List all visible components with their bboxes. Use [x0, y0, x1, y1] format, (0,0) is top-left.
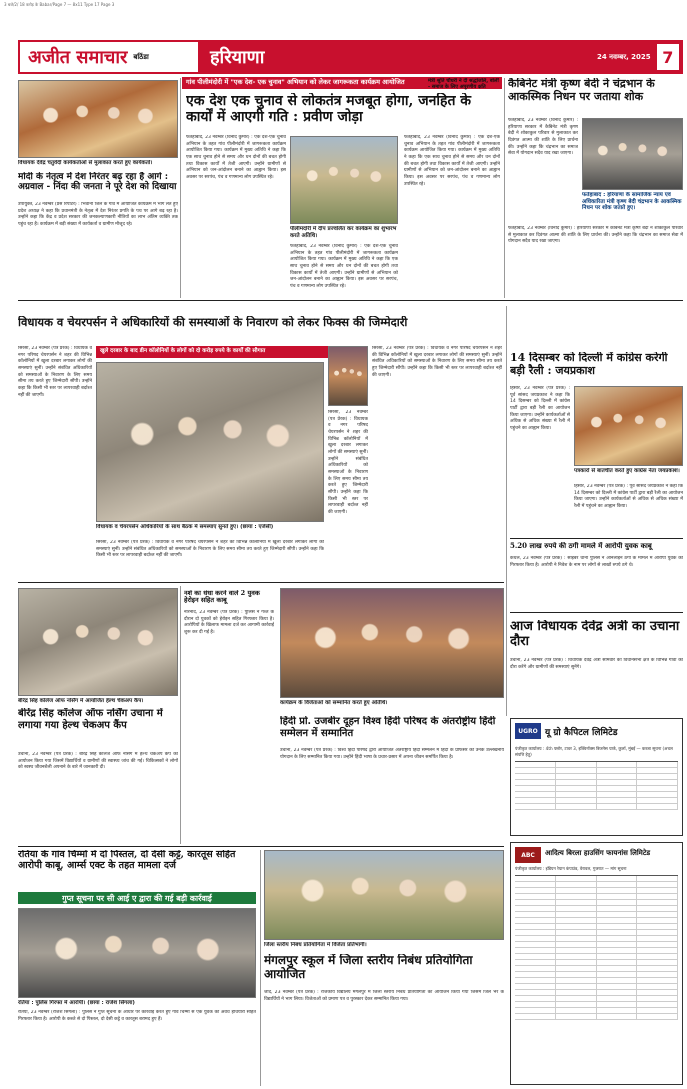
news-photo [582, 118, 683, 190]
lead-body-col2: फतेहाबाद, 23 नवम्बर (विनोद कुमार) : एक देश-एक चुनाव अभियान के तहत गांव पीलीमंदोरी में जागरूकता कार्यक्रम आयोजित किया गया। कार्यक्रम में मुख्य अतिथि ने कहा कि एक साथ चुनाव होने से समय और धन दोनों की बचत होगी तथा विकास कार्यों में तेजी आएगी। उन्होंने ग्रामीणों से अभियान को जन-आंदोलन बनाने का आह्वान किया। इस अवसर पर सरपंच, पंच व गणमान्य लोग उपस्थित रहे। [404, 135, 500, 187]
side-kicker: मंत्री श्रुति चौधरी ने दी श्रद्धांजलि, बोलीं - समाज के लिए अपूरणीय क्षति [428, 78, 499, 90]
article-body: नारनौंद, 23 नवम्बर (पत्र प्रेरक) : पुलिस ने गश्त के दौरान दो युवकों को हेरोइन सहित गिरफ्तार किया है। आरोपियों के खिलाफ मामला दर्ज कर आगामी कार्रवाई शुरू कर दी गई है। [184, 610, 274, 635]
ad-table [515, 875, 678, 1020]
article-body-cont: सिरसा, 23 नवम्बर (पत्र प्रेरक) : विधायक व नगर परिषद चेयरपर्सन ने शहर की विभिन्न कॉलोनियों में खुला दरबार लगाकर लोगों की समस्याएं सुनीं। उन्होंने संबंधित अधिकारियों को समस्याओं के निवारण के लिए समय सीमा तय करते हुए जिम्मेदारी सौंपी। उन्होंने कहा कि किसी भी स्तर पर लापरवाही बर्दाश्त नहीं की जाएगी। [96, 540, 324, 559]
article-body-col: सिरसा, 23 नवम्बर (पत्र प्रेरक) : विधायक व नगर परिषद चेयरपर्सन ने शहर की विभिन्न कॉलोनियों में खुला दरबार लगाकर लोगों की समस्याएं सुनीं। उन्होंने संबंधित अधिकारियों को समस्याओं के निवारण के लिए समय सीमा तय करते हुए जिम्मेदारी सौंपी। उन्होंने कहा कि किसी भी स्तर पर लापरवाही बर्दाश्त नहीं की जाएगी। [372, 346, 502, 378]
sub-kicker: खुले दरबार के बाद डीन कॉलोनियों के लोगों को दो करोड़ रुपये के कार्यों की सौगात [96, 346, 366, 358]
ad-subtitle: पंजीकृत कार्यालय : इंडियन रेयान कंपाउंड, वेरावल, गुजरात — मांग सूचना [515, 866, 627, 871]
paper-name: अजीत समाचार [28, 47, 128, 68]
photo-caption: कार्यक्रम के विजेताओं को सम्मानित करते हुए अतिथि। [280, 700, 388, 706]
news-photo-small [328, 346, 368, 406]
headline: हिंदी प्रो. उजबीर दूहन विश्व हिंदी परिषद के अंतर्राष्ट्रीय हिंदी सम्मेलन में सम्मानित [280, 716, 496, 739]
ad-subtitle: पंजीकृत कार्यालय : 4th फ्लोर, टावर 3, इक्विनॉक्स बिजनेस पार्क, कुर्ला, मुंबई — कब्जा सूचना (अचल संपत्ति हेतु) [515, 746, 673, 757]
section-title: हरियाणा [210, 47, 265, 68]
article-body-cont: फतेहाबाद, 23 नवम्बर (विनोद कुमार) : हरियाणा सरकार में कैबिनेट मंत्री कृष्ण बेदी ने शोकाकुल परिवार से मुलाकात कर दिवंगत आत्मा की शांति के लिए प्रार्थना की। उन्होंने कहा कि चंद्रभान का समाज सेवा में योगदान सदैव याद रखा जाएगा। [508, 226, 683, 245]
news-photo [280, 588, 504, 698]
article-body: उचाना, 23 नवम्बर (पत्र प्रेरक) : विश्व हिंदी परिषद द्वारा आयोजित अंतर्राष्ट्रीय हिंदी सम्मेलन में हिंदी के प्रोफेसर को उनके उल्लेखनीय योगदान के लिए सम्मानित किया गया। उन्होंने हिंदी भाषा के प्रचार-प्रसार में अपना जीवन समर्पित किया है। [280, 748, 504, 760]
page-number: 7 [657, 44, 679, 70]
lead-headline: एक देश एक चुनाव से लोकतंत्र मजबूत होगा, जनहित के कार्यों में आएगी गति : प्रवीण जोड़ा [186, 93, 472, 126]
lead-photo-caption: पीलीमंदोरी में दीप प्रज्वलित कर कार्यक्रम का शुभारंभ करते अतिथि। [290, 226, 397, 239]
news-photo [264, 850, 504, 940]
ugro-logo: UGRO [515, 723, 541, 739]
photo-caption: रतिया : पुलिस गिरफ्त में आरोपी। (छाया : राजेश सिंगला) [18, 1000, 135, 1006]
news-photo [18, 588, 178, 696]
article-body: उचाना, 23 नवम्बर (पत्र प्रेरक) : बीरेंद्र सिंह कॉलेज ऑफ नर्सिंग में हेल्थ चेकअप कैंप का आयोजन किया गया जिसमें विद्यार्थियों व ग्रामीणों की स्वास्थ्य जांच की गई। चिकित्सकों ने लोगों को स्वस्थ जीवनशैली अपनाने के बारे में जानकारी दी। [18, 752, 178, 771]
column-divider [180, 78, 181, 298]
issue-date: 24 नवम्बर, 2025 [597, 52, 651, 61]
news-photo [18, 908, 256, 998]
column-divider [260, 850, 261, 1086]
article-body: सिरसा, 23 नवम्बर (पत्र प्रेरक) : विधायक व नगर परिषद चेयरपर्सन ने शहर की विभिन्न कॉलोनियों में खुला दरबार लगाकर लोगों की समस्याएं सुनीं। उन्होंने संबंधित अधिकारियों को समस्याओं के निवारण के लिए समय सीमा तय करते हुए जिम्मेदारी सौंपी। उन्होंने कहा कि किसी भी स्तर पर लापरवाही बर्दाश्त नहीं की जाएगी। [18, 346, 92, 398]
lead-kicker: गांव पीलीमंदोरी में "एक देश- एक चुनाव" अभियान को लेकर जागरूकता कार्यक्रम आयोजित [182, 77, 502, 89]
section-rule [18, 846, 504, 847]
ad-aditya-birla [510, 842, 683, 1085]
photo-caption: विधायक देवेंद्र चतुर्वेदी कार्यकर्ताओं से मुलाकात करते हुए कार्यकर्ता। [18, 160, 153, 166]
ad-title: आदित्य बिरला हाउसिंग फायनांस लिमिटेड [545, 849, 651, 857]
headline: विधायक व चेयरपर्सन ने अधिकारियों की समस्याओं के निवारण को लेकर फिक्स की जिम्मेदारी [18, 316, 408, 329]
highlight-banner: गुप्त सूचना पर सी आई ए द्वारा की गई बड़ी कार्रवाई [18, 892, 256, 904]
article-body: रतिया, 23 नवम्बर (राजेश सिंगला) : पुलिस ने गुप्त सूचना के आधार पर कार्रवाई करते हुए गांव चिम्मो से एक युवक को अवैध हथियारों सहित गिरफ्तार किया है। आरोपी के कब्जे से दो पिस्तल, दो देसी कट्टे व कारतूस बरामद हुए हैं। [18, 1010, 256, 1022]
headline: बीरेंद्र सिंह कॉलेज ऑफ नर्सिंग उचाना में लगाया गया हेल्थ चेकअप कैंप [18, 708, 163, 731]
print-slug: 3 बजे/2/ 18 करोड़ के Babar/Page 7 — 8x11 Type 17 Page 3 [4, 2, 115, 7]
headline: रतिया के गांव चिम्मो में दो पिस्तल, दो देसी कट्टे, कारतूस सहित आरोपी काबू, आर्म्स एक्ट के तहत मामला दर्ज [18, 850, 236, 871]
article-body: हिसार, 23 नवम्बर (पत्र प्रेरक) : पूर्व सांसद जयप्रकाश ने कहा कि 14 दिसम्बर को दिल्ली में कांग्रेस पार्टी द्वारा बड़ी रैली का आयोजन किया जाएगा। उन्होंने कार्यकर्ताओं से अधिक से अधिक संख्या में रैली में पहुंचने का आह्वान किया। [510, 386, 570, 431]
news-photo [18, 80, 178, 158]
masthead-brand [18, 40, 198, 74]
ad-table [515, 761, 678, 810]
masthead [18, 40, 683, 74]
article-body: फतेहाबाद, 23 नवम्बर (विनोद कुमार) : हरियाणा सरकार में कैबिनेट मंत्री कृष्ण बेदी ने शोकाकुल परिवार से मुलाकात कर दिवंगत आत्मा की शांति के लिए प्रार्थना की। उन्होंने कहा कि चंद्रभान का समाज सेवा में योगदान सदैव याद रखा जाएगा। [508, 118, 578, 157]
aditya-birla-logo: ABC [515, 847, 541, 863]
photo-caption: जिला स्तरीय निबंध प्रतियोगिता में विजेता प्रतिभागी। [264, 942, 367, 948]
lead-photo [290, 136, 398, 224]
article-body-cont: हिसार, 23 नवम्बर (पत्र प्रेरक) : पूर्व सांसद जयप्रकाश ने कहा कि 14 दिसम्बर को दिल्ली में कांग्रेस पार्टी द्वारा बड़ी रैली का आयोजन किया जाएगा। उन्होंने कार्यकर्ताओं से अधिक से अधिक संख्या में रैली में पहुंचने का आह्वान किया। [574, 484, 683, 509]
article-body: उपायुक्त, 23 नवम्बर (प्रेस रिपोर्टर) : भिवानी जिले के गांव में आयोजित कार्यक्रम में भाग लेते हुए प्रदेश अध्यक्ष ने कहा कि प्रधानमंत्री के नेतृत्व में देश निरंतर प्रगति के पथ पर आगे बढ़ रहा है। उन्होंने कहा कि केंद्र व प्रदेश सरकार की जनकल्याणकारी नीतियों का लाभ अंतिम व्यक्ति तक पहुंच रहा है। कार्यक्रम में बड़ी संख्या में कार्यकर्ता व ग्रामीण मौजूद रहे। [18, 202, 178, 227]
ad-ugro-capital [510, 718, 683, 836]
photo-caption: पत्रकारों से बातचीत करते हुए कांग्रेस नेता जयप्रकाश। [574, 468, 680, 474]
section-rule [510, 612, 683, 613]
headline: 5.20 लाख रुपये की ठगी मामले में आरोपी युवक काबू [510, 542, 652, 550]
headline: 14 दिसम्बर को दिल्ली में कांग्रेस करेगी बड़ी रैली : जयप्रकाश [510, 352, 668, 377]
column-divider [504, 78, 505, 298]
section-rule [18, 300, 683, 301]
headline: आज विधायक देवेंद्र अत्री का उचाना दौरा [510, 620, 680, 649]
headline: मोदी के नेतृत्व में देश निरंतर बढ़ रहा है आगे : अग्रवाल - निंदा की जनता ने पूरे देश को दिखाया [18, 172, 177, 193]
section-band [198, 40, 597, 74]
section-rule [510, 538, 683, 539]
news-photo [96, 362, 324, 522]
lead-body: फतेहाबाद, 23 नवम्बर (विनोद कुमार) : एक देश-एक चुनाव अभियान के तहत गांव पीलीमंदोरी में जागरूकता कार्यक्रम आयोजित किया गया। कार्यक्रम में मुख्य अतिथि ने कहा कि एक साथ चुनाव होने से समय और धन दोनों की बचत होगी तथा विकास कार्यों में तेजी आएगी। उन्होंने ग्रामीणों से अभियान को जन-आंदोलन बनाने का आह्वान किया। इस अवसर पर सरपंच, पंच व गणमान्य लोग उपस्थित रहे। [186, 135, 286, 180]
article-body-col: सिरसा, 23 नवम्बर (पत्र प्रेरक) : विधायक व नगर परिषद चेयरपर्सन ने शहर की विभिन्न कॉलोनियों में खुला दरबार लगाकर लोगों की समस्याएं सुनीं। उन्होंने संबंधित अधिकारियों को समस्याओं के निवारण के लिए समय सीमा तय करते हुए जिम्मेदारी सौंपी। उन्होंने कहा कि किसी भी स्तर पर लापरवाही बर्दाश्त नहीं की जाएगी। [328, 410, 368, 515]
article-body: कैथल, 23 नवम्बर (पत्र प्रेरक) : साइबर थाना पुलिस ने ऑनलाइन ठगी के मामले में आरोपी युवक को गिरफ्तार किया है। आरोपी ने निवेश के नाम पर लोगों से लाखों रुपये ठगे थे। [510, 556, 683, 568]
headline: मंगलपुर स्कूल में जिला स्तरीय निबंध प्रतियोगिता आयोजित [264, 954, 473, 981]
headline: नशे का धंधा करने वाले 2 युवक हेरोइन सहित काबू [184, 590, 260, 605]
ad-title: यू ग्रो कैपिटल लिमिटेड [545, 728, 618, 738]
headline: कैबिनेट मंत्री कृष्ण बेदी ने चंद्रभान के आकस्मिक निधन पर जताया शोक [508, 78, 655, 103]
edition-city: बठिंडा [133, 52, 149, 61]
photo-caption: बीरेंद्र सिंह कॉलेज ऑफ नर्सिंग में आयोजित हेल्थ चेकअप कैंप। [18, 698, 144, 704]
photo-caption: विधायक व चेयरपर्सन अधिकारियों के साथ बैठक में समस्याएं सुनते हुए। (छाया : एजेंसी) [96, 524, 274, 530]
column-divider [506, 306, 507, 716]
section-rule [18, 582, 504, 583]
date-page-box [597, 40, 683, 74]
lead-body-col3: फतेहाबाद, 23 नवम्बर (विनोद कुमार) : एक देश-एक चुनाव अभियान के तहत गांव पीलीमंदोरी में जागरूकता कार्यक्रम आयोजित किया गया। कार्यक्रम में मुख्य अतिथि ने कहा कि एक साथ चुनाव होने से समय और धन दोनों की बचत होगी तथा विकास कार्यों में तेजी आएगी। उन्होंने ग्रामीणों से अभियान को जन-आंदोलन बनाने का आह्वान किया। इस अवसर पर सरपंच, पंच व गणमान्य लोग उपस्थित रहे। [290, 244, 398, 289]
column-divider [180, 586, 181, 844]
news-photo [574, 386, 683, 466]
photo-caption: फतेहाबाद : हरियाणा के सामाजिक न्याय एवं अधिकारिता मंत्री कृष्ण बेदी चंद्रभान के आकस्मिक निधन पर शोक जताते हुए। [582, 192, 682, 212]
article-body: जींद, 23 नवम्बर (पत्र प्रेरक) : राजकीय विद्यालय मंगलपुर में जिला स्तरीय निबंध प्रतियोगिता का आयोजन किया गया जिसमें जिले भर के विद्यार्थियों ने भाग लिया। विजेताओं को प्रमाण पत्र व पुरस्कार देकर सम्मानित किया गया। [264, 990, 504, 1002]
article-body: उचाना, 23 नवम्बर (पत्र प्रेरक) : विधायक देवेंद्र अत्री सोमवार को विधानसभा क्षेत्र के विभिन्न गांवों का दौरा करेंगे और ग्रामीणों की समस्याएं सुनेंगे। [510, 658, 683, 670]
